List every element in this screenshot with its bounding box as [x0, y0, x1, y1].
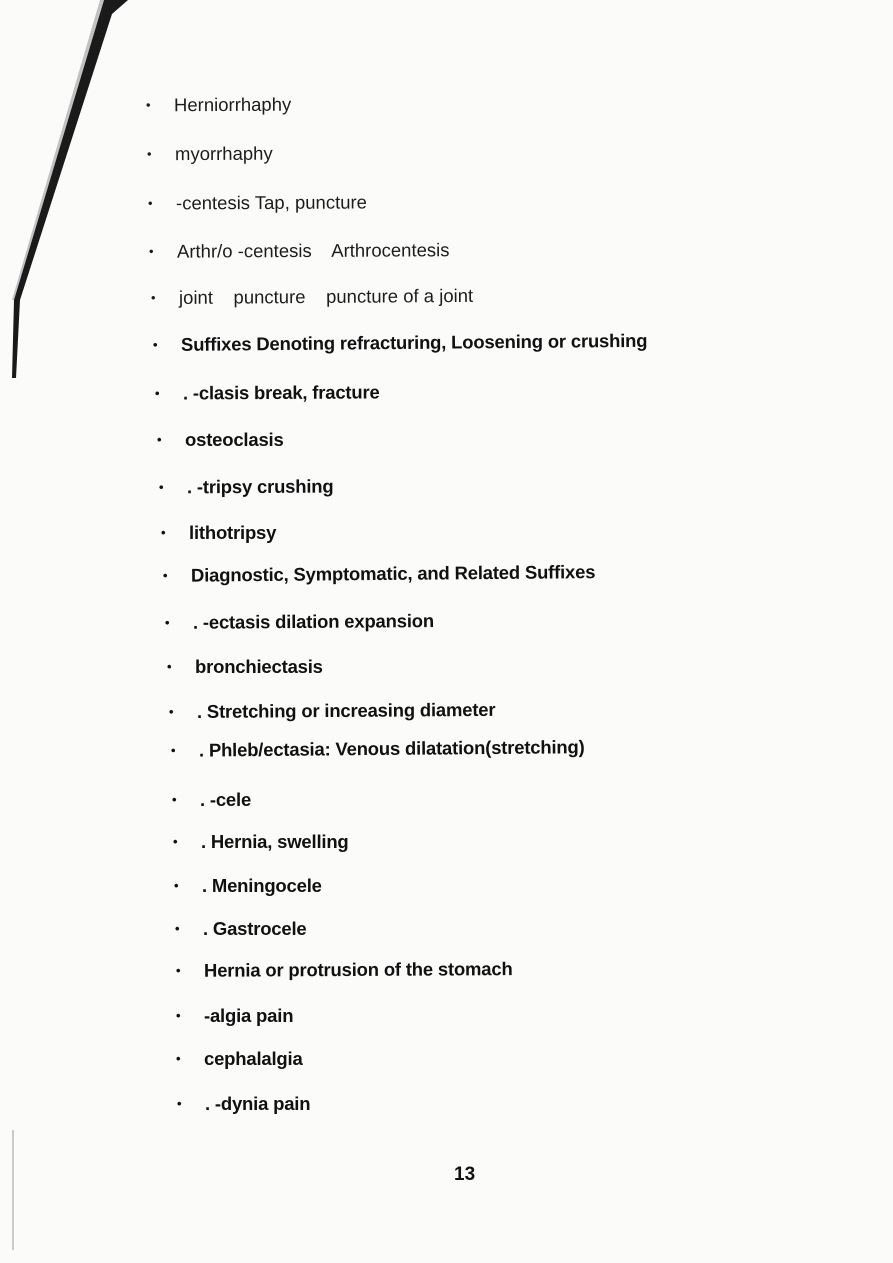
list-item	[161, 521, 276, 545]
list-item	[174, 874, 322, 898]
bullet-dot: •	[152, 337, 158, 353]
list-item	[167, 655, 323, 679]
bullet-dot: •	[148, 243, 154, 259]
bullet-dot: •	[173, 834, 178, 849]
scan-edge-bottom-artifact	[12, 1130, 14, 1250]
bullet-dot: •	[150, 290, 156, 306]
bullet-dot: •	[158, 479, 164, 495]
list-item	[155, 380, 380, 405]
list-item-text: . Gastrocele	[203, 918, 307, 939]
list-item	[176, 957, 513, 983]
list-item	[148, 190, 367, 215]
list-item-text: Suffixes Denoting refracturing, Loosening or crushing	[180, 329, 648, 355]
list-item-text: . Phleb/ectasia: Venous dilatation(stretching)	[198, 736, 585, 761]
bullet-dot: •	[177, 1096, 182, 1111]
list-item-text: . Stretching or increasing diameter	[196, 698, 496, 722]
list-item	[146, 93, 291, 118]
page-number: 13	[454, 1164, 476, 1185]
list-item-text: Herniorrhaphy	[173, 93, 292, 116]
bullet-dot: •	[168, 704, 174, 720]
list-item	[177, 1092, 310, 1116]
bullet-dot: •	[161, 525, 166, 540]
list-item-text: myorrhaphy	[174, 142, 273, 165]
list-item-text: Diagnostic, Symptomatic, and Related Suffixes	[190, 561, 596, 586]
list-item	[163, 560, 595, 588]
list-item-text: lithotripsy	[189, 522, 277, 543]
bullet-dot: •	[175, 921, 180, 936]
list-item-text: . -clasis break, fracture	[182, 381, 380, 404]
list-item-text: . Hernia, swelling	[201, 831, 349, 852]
list-item	[147, 142, 273, 167]
list-item	[176, 1004, 293, 1028]
list-item-text: cephalalgia	[204, 1048, 303, 1069]
list-item-text: joint puncture puncture of a joint	[178, 284, 474, 308]
list-item-text: . -tripsy crushing	[186, 475, 334, 498]
list-item	[175, 917, 307, 941]
list-item-text: -centesis Tap, puncture	[175, 191, 367, 214]
list-item	[171, 735, 585, 763]
list-item	[149, 238, 450, 264]
list-item-text: . -dynia pain	[205, 1093, 311, 1114]
bullet-dot: •	[172, 792, 177, 807]
list-item-text: Arthr/o -centesis Arthrocentesis	[176, 239, 450, 262]
list-item	[159, 475, 334, 500]
bullet-dot: •	[164, 614, 170, 630]
list-item-text: Hernia or protrusion of the stomach	[203, 958, 513, 981]
list-item-text: . Meningocele	[202, 875, 322, 896]
list-item	[151, 284, 473, 310]
bullet-dot: •	[157, 432, 162, 447]
list-item-text: -algia pain	[204, 1005, 294, 1026]
bullet-dot: •	[176, 1008, 181, 1023]
list-item-text: osteoclasis	[185, 429, 284, 450]
list-item-text: bronchiectasis	[195, 656, 323, 677]
bullet-dot: •	[146, 146, 152, 162]
list-item	[169, 698, 496, 724]
list-item	[153, 329, 648, 357]
list-item	[176, 1047, 303, 1071]
list-item	[165, 609, 434, 635]
bullet-dot: •	[174, 878, 179, 893]
list-item	[173, 830, 349, 854]
bullet-dot: •	[167, 659, 172, 674]
bullet-dot: •	[170, 742, 176, 758]
list-item	[172, 788, 251, 812]
list-item-text: . -cele	[200, 789, 252, 810]
bullet-dot: •	[176, 1051, 181, 1066]
list-item-text: . -ectasis dilation expansion	[192, 610, 435, 633]
bullet-dot: •	[175, 962, 181, 978]
bullet-dot: •	[147, 195, 153, 211]
bullet-dot: •	[162, 567, 168, 583]
list-item	[157, 428, 284, 452]
bullet-dot: •	[154, 385, 160, 401]
bullet-dot: •	[145, 97, 151, 113]
scan-edge-artifact	[0, 0, 140, 400]
